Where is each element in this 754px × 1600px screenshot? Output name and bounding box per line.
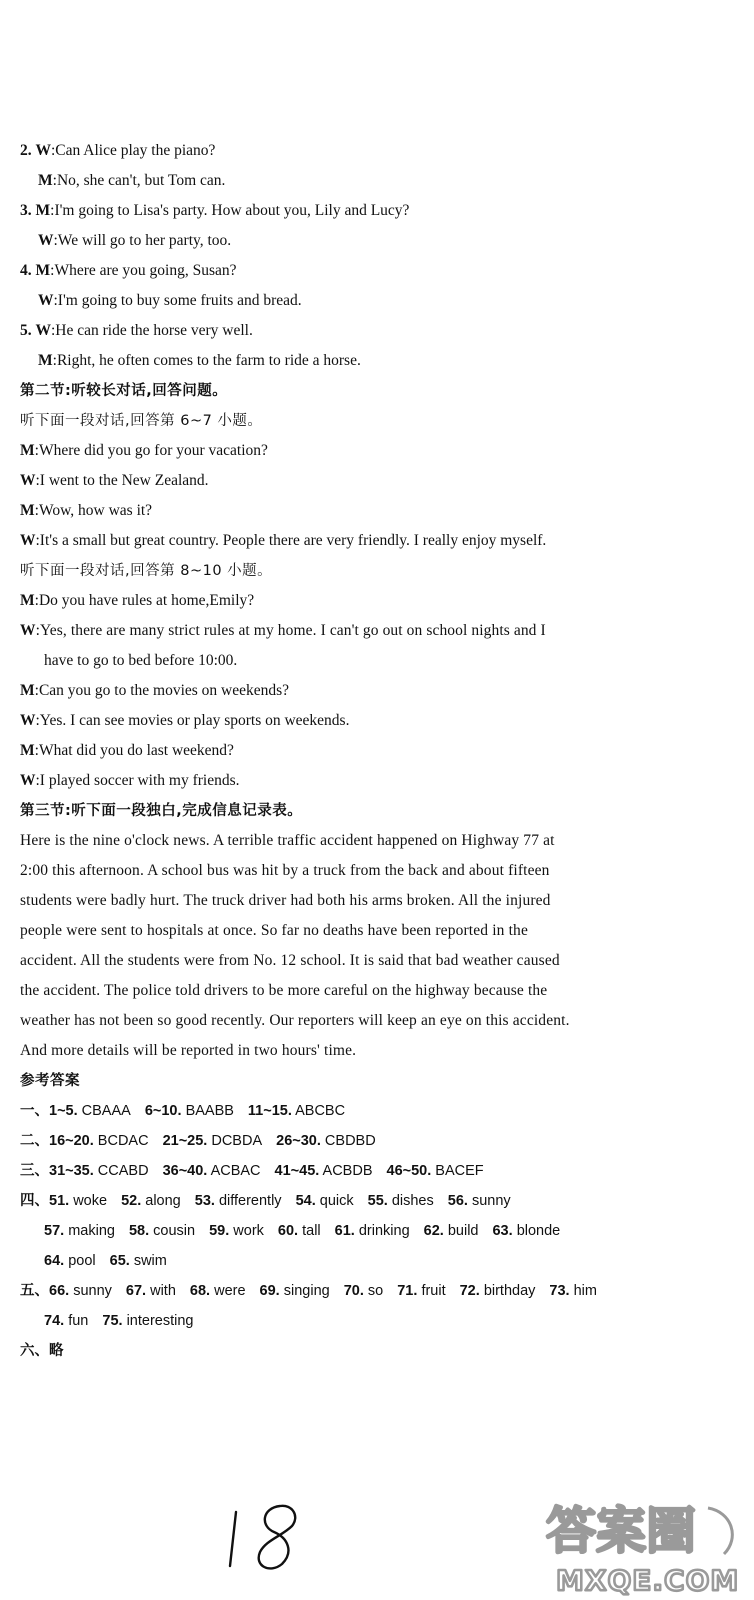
conv2-line-4: M:Can you go to the movies on weekends?	[20, 682, 290, 699]
dialog-line-3: 3. M:I'm going to Lisa's party. How about you, Lily and Lucy?	[20, 202, 410, 219]
dialog-line-8: M:Right, he often comes to the farm to ride a horse.	[38, 352, 361, 369]
monologue-line-2: 2:00 this afternoon. A school bus was hit by a truck from the back and about fifteen	[20, 862, 550, 879]
svg-text:答案圈: 答案圈	[546, 1502, 696, 1560]
monologue-line-1: Here is the nine o'clock news. A terrible traffic accident happened on Highway 77 at	[20, 832, 555, 849]
conv2-line-2: W:Yes, there are many strict rules at my home. I can't go out on school nights and I	[20, 622, 546, 639]
answer-row-2: 二、16~20. BCDAC 21~25. DCBDA 26~30. CBDBD	[20, 1133, 376, 1149]
conv2-line-3: have to go to bed before 10:00.	[44, 652, 238, 669]
svg-text:MXQE.COM: MXQE.COM	[556, 1564, 740, 1596]
answer-row-9: 六、略	[20, 1343, 64, 1359]
handwritten-page-number	[222, 1496, 312, 1576]
dialog-line-5: 4. M:Where are you going, Susan?	[20, 262, 237, 279]
monologue-line-8: And more details will be reported in two hours' time.	[20, 1042, 357, 1059]
answer-row-5: 57. making 58. cousin 59. work 60. tall 61. drinking 62. build 63. blonde	[44, 1223, 561, 1239]
answer-row-7: 五、66. sunny 67. with 68. were 69. singing 70. so 71. fruit 72. birthday 73. him	[20, 1283, 597, 1299]
conv1-line-3: M:Wow, how was it?	[20, 502, 153, 519]
monologue-line-7: weather has not been so good recently. Our reporters will keep an eye on this accident.	[20, 1012, 570, 1029]
answer-row-6: 64. pool 65. swim	[44, 1253, 167, 1269]
monologue-line-6: the accident. The police told drivers to be more careful on the highway because the	[20, 982, 548, 999]
section2-intro-1: 听下面一段对话,回答第 6~7 小题。	[20, 413, 263, 429]
dialog-line-4: W:We will go to her party, too.	[38, 232, 232, 249]
monologue-line-4: people were sent to hospitals at once. So far no deaths have been reported in the	[20, 922, 528, 939]
watermark-logo	[536, 1490, 750, 1596]
conv1-line-2: W:I went to the New Zealand.	[20, 472, 209, 489]
dialog-line-1: 2. W:Can Alice play the piano?	[20, 142, 216, 159]
svg-text:18: 18	[222, 1496, 223, 1497]
conv2-line-1: M:Do you have rules at home,Emily?	[20, 592, 255, 609]
dialog-line-6: W:I'm going to buy some fruits and bread.	[38, 292, 302, 309]
section2-intro-2: 听下面一段对话,回答第 8~10 小题。	[20, 563, 273, 579]
dialog-line-7: 5. W:He can ride the horse very well.	[20, 322, 253, 339]
answers-heading: 参考答案	[20, 1073, 80, 1089]
conv2-line-6: M:What did you do last weekend?	[20, 742, 234, 759]
answer-row-4: 四、51. woke 52. along 53. differently 54. quick 55. dishes 56. sunny	[20, 1193, 511, 1209]
section2-heading: 第二节:听较长对话,回答问题。	[20, 383, 228, 399]
conv1-line-1: M:Where did you go for your vacation?	[20, 442, 268, 459]
conv1-line-4: W:It's a small but great country. People there are very friendly. I really enjoy myself.	[20, 532, 547, 549]
monologue-line-5: accident. All the students were from No. 12 school. It is said that bad weather caused	[20, 952, 560, 969]
answer-row-3: 三、31~35. CCABD 36~40. ACBAC 41~45. ACBDB 46~50. BACEF	[20, 1163, 484, 1179]
answer-row-1: 一、1~5. CBAAA 6~10. BAABB 11~15. ABCBC	[20, 1103, 346, 1119]
monologue-line-3: students were badly hurt. The truck driver had both his arms broken. All the injured	[20, 892, 551, 909]
conv2-line-7: W:I played soccer with my friends.	[20, 772, 240, 789]
conv2-line-5: W:Yes. I can see movies or play sports on weekends.	[20, 712, 350, 729]
section3-heading: 第三节:听下面一段独白,完成信息记录表。	[20, 803, 303, 819]
dialog-line-2: M:No, she can't, but Tom can.	[38, 172, 226, 189]
answer-row-8: 74. fun 75. interesting	[44, 1313, 194, 1329]
